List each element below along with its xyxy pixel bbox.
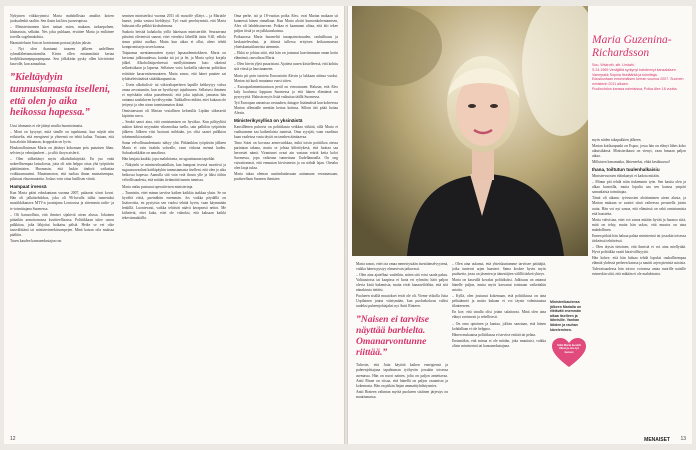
paragraph: Nykyinen viikkorytmisi Maria mahdollistaa amaliin koiren juoksulenkit saaliin. Sen ilasin kai kiru juoseeupissa. bbox=[10, 14, 114, 24]
paragraph: Kun Maria pääsi eduskuntaan vuonna 2007, palaavat siivat kovat. Hän oli jalkäisehdokas, joka oli 96-luvulla tullut tunnetuksi musiikkikanava MTV:n juontajana Lontoossa ja sittemmin radio- ja tv-toimittajana Suomessa. bbox=[10, 191, 114, 211]
paragraph: myös niiden takapakkien jälkeen. bbox=[592, 138, 642, 142]
right-column-1 bbox=[356, 262, 448, 438]
paragraph: Taipaanua asenttamuuteen syntyi lapsaaalemitokkeen. Maria on kertonut julkisuudessa, kuinka isä joi ja lei, ja Maria syötyi korjala jälkel. Alkoholistiperheessä meillyttänimen buio sikeirnä selkeästikaan ja lapsena. Sellaisen voisi korkeilla tukevan poliitikon erittäiste kasarvnäsemuuteen. Maria sanoo, että hänet puuttee sai tyhiäseleistinäisiä sittäääkaapumista. bbox=[122, 51, 226, 81]
paragraph: – Minun piti tehdä niiin tiukemmin työn. Sen kautta olen ja alkaa kuntoilla, mutta lopulta saa sen kanssa ympäri samanlaista toimittajaa. bbox=[592, 180, 686, 195]
paragraph: – Nyt olen ihantunut tuuseen jälkeen aadellinen ryhmälähettamattomilta. Kävin ollen ensimmäistä kertaa bodyliikunnepupaopinpana. Sen jälkikirän pysky ollen käviräväni kasvolle, kun aanaahtua. bbox=[10, 47, 114, 67]
paragraph: Työ Euroopan unionissa vastuuhen, datagoe lisäämäistä kun kohteessa Marian ollenaalle mentiin kertaa kotinsa. Silloin äiti pitää hoitaa Alexin. bbox=[234, 100, 338, 115]
paragraph: – Seaktt sanoi aina, että onnistumisen on hyväkso. Kun päläyyliitä aukion kätesä myymään viksenoikaa tuella, sain palkilon työpäivän jälkeen. Jälkeen viisi luotuust mihkään, jos olisi saaset palkkion tokeimmikä natanke. bbox=[122, 119, 226, 140]
subheading: Ihana, toiltutun tuulenhalkaisiu bbox=[592, 167, 660, 173]
paragraph: – Oli hanurollista, että ihmiset sijakivät aivan alussa. Jokainen pitäaikin armottomassa kuvitteellisassa. Politiikkaan tuloe oaron palkkitaa, jolta lähjoitat hoikaisu pälsiä. Hetke se vei oike tausvälittänä tai ministerineekitsompejen. Minä kaisan oila muksaa päältiin. bbox=[10, 212, 114, 237]
portrait-photo bbox=[352, 6, 588, 256]
paragraph: Hänen mukaansa politiikassa ei tarvitse esittää tai pelata. bbox=[452, 332, 536, 337]
paragraph: Sama velvollisuudentunto näkyy yhä. Pitkäniklan työpäivän jälkeen Maria ei vain istahda sohvalle, vaan virkona mennä kadeu. Suhoaharkkikin on annaltava. bbox=[122, 141, 226, 156]
heart-text: Siitä Maria kuvatti liikut ja ota nyt kanssi bbox=[557, 343, 581, 354]
paragraph: – On oma optoinen ja kantaa, jolloin sanotaan, että hänen kohdallaan ei ole helppoa. bbox=[452, 321, 546, 331]
paragraph: Hän keujata kaakki, jopa mahdotonta, on ugauttunaan tapohlai. bbox=[122, 157, 216, 162]
bio-line: Sou, Wskroth, sitt. Lindahl. bbox=[592, 63, 635, 67]
bio-line: S.24.1969 Venäjällä syntynyt kahdennyt kansalaisen Vamepakk Sopina Itseläähtä ja toimittaja. bbox=[592, 67, 676, 77]
left-column-3 bbox=[234, 14, 338, 434]
paragraph: Antti Rinteen valinnan myötä puolueen sisäinen järjestys on muuttumassa. bbox=[356, 389, 448, 399]
paragraph: Tusen kauden kansanedustajan rou bbox=[10, 238, 62, 243]
paragraph: – Kyllä, olen joutunut kokemaan, että politiikassa on aina pelisäännöt ja mutta kukaan ei voi täysin valmistautua tilanteeseen. bbox=[452, 294, 546, 309]
paragraph: – Eurooparlamenttaurtuon peräl on vieroutunen. Halusin, että Alex kaly koulunsa loppuun Suomessa ja että hänen elämänsä on pysyvyyttä. Halusin myös lisää vaikuttaa täällä Suomessa. bbox=[234, 84, 338, 99]
paragraph: Maria sanoo, ettei ota omaa menestystään itsestäänselvyytenä, vaikka hänen pystyy ohmavivan jatkuvasti. bbox=[356, 262, 448, 272]
paragraph: – Moni on kysynyt, mitä sinulle on tapahtunut, kun näytät niin erilaiselta, että energiseni ja yhteensä on tehtä kaltaa. Vastaan, että kun aloitin liikunnan, kroppakin on lyvin. bbox=[10, 129, 114, 144]
paragraph: – Olen hirvin yljeä pusaristani. Ajatteta uusen kiistelleessä, että kohtiu sitä vtissä ja haostuumeen. bbox=[234, 62, 338, 72]
paragraph: Tuhvoin, että Jutta käyttää kaiken enerigiensä ja puheenjohtajana tapahtuman työhyvän jossakin toisessa asemassa. Hän on nuori nainen, jolta on paljon annettavaa. Antti Rinne on viisaa, että hänellä on paljon osaamista ja kokemusta. Hän on pitkän linjan ammattiyhdistysmies. bbox=[356, 363, 448, 388]
paragraph: Haastattelusin Sun on konivannat portaat jäykin jaksin. bbox=[10, 41, 92, 46]
profile-name: Maria Guzenina-Richardsson bbox=[592, 34, 672, 59]
paragraph: Maria on kasvullä kovaksi poliitikoksi. Julkisuus on antanut hänelle paljon, mutta myös kasvanut toisinaan vaikeitakin asioita. bbox=[452, 278, 546, 293]
page-number: 13 bbox=[680, 436, 686, 442]
bio-line: Eduskuntaan ensimmäisen kerran vuonna 2007. Suomen ministerin 2011 alkaen. bbox=[592, 77, 684, 87]
pull-quote: ”Naisen ei tarvitse näyttää barbielta. Omanarvontunne riittää.” bbox=[356, 314, 430, 359]
paragraph: Maria takaa oleman uusiimbudassaan auttamaan veraanassaan, puolueellaan Suomen ihmisten bbox=[234, 172, 338, 182]
subheading: Hampaat irvessä bbox=[10, 184, 47, 190]
paragraph: Kansilllenen puhovia on politiikasta veikkaa viihtää, sillä Maria ei vaaltuumme saa kaikenlaisia tunnista. Oma syysjää, vaan vaadisuu kaan vaaleissa vasta täytät on tanshen äänitaavaa. bbox=[234, 124, 338, 139]
paragraph: Hän kokee, että hän haluaa tehdä lopuksi rauhallisempaa elämää yhdessä perheen kanssa ja nauttii arjen pienistä asioista. bbox=[592, 255, 686, 265]
paragraph: – Olen aina uskonut, että yhteiskuntamme tarvitsee päättäjiä, jotka tuntevat arjen haasteet. Sama koskee hyvin myös puoluetta, jossa on jäsenten ja äänestäjien välillä tärkeä yhteys. bbox=[452, 262, 546, 277]
paragraph: Ennen pitkää hän haluaa palata ministerinä tai jossakin toisessa tärkeässä tehtävässä. bbox=[592, 233, 686, 243]
paragraph: En koe, että sinulla olisi jotain salattavaa. Minä olen aina elänyt avoimesti ja rehellisesti. bbox=[452, 310, 546, 320]
subheading: Ministerikysyllisä on yksinäistä bbox=[234, 117, 303, 123]
paragraph: – Tunnistin, ettei minun tarvitse kaiken kaikkia taakkaa yksin. Se on hyvältä riittä, pueinähtin enemmän. Jos vaikka päydällä on lisätavoitta, en pystyisin sen vuoksi tehtää hyvin, vaan käymmään lenkillä. Luontevasti, vaikka tehtävät näävä kerapeasti nettot. Me kitheävät, ettei kuka, ettei ole valnoksi, että kaksaan kaikki tekeväsmakiälla. bbox=[122, 190, 226, 220]
paragraph: Maria pit poin tutoteta Euroastatin Alexin ja lakkaan aitinsa vuoksi. Marian isä kuoli muutama vuosi sitten. bbox=[234, 73, 338, 83]
bio-line: Puolisohdon kanssa naimisissa, Poika Alex 18 vuotta. bbox=[592, 86, 678, 91]
left-column-2 bbox=[122, 14, 226, 434]
paragraph: Marian kotikaupunki on Espoo, jossa hän on elänyt lähes koko aikuisikänsä. Ministerikausi on vienyt, vaan lomaan paljon aikaa. bbox=[592, 144, 686, 159]
paragraph: Tulevaisuudessa hän toivoo voivansa antaa nuorille naisille esimerkin siitä, että mikään ei ole mahdotonta. bbox=[592, 267, 686, 277]
right-page bbox=[348, 6, 692, 444]
paragraph: – Näkyinbi se ministerihaudallain, kun hampaat irvessä moottivä ja suguusuavaaluni kaitkipäyhin tunnustamasta itselleni, että olen jo aika heikossa hapessa. Aamulla sitä vain vetä ihosta ylle ja läksi töihin velvollisuudesta, että mitään tietämättä tunnin tunnissa. bbox=[122, 163, 226, 183]
portrait-illustration bbox=[352, 6, 588, 256]
paragraph: semisen ministeriksi vuonna 2011 oli mosoffe yllätys – ja Mariaile haaste, jonka vastust kiehläytyi. Työ vaati perehtymistä, että Maria halusuut olla pelkkä kirohahmona. bbox=[122, 14, 226, 29]
profile-box bbox=[592, 34, 688, 92]
left-column-1 bbox=[10, 14, 114, 434]
profile-bio bbox=[592, 63, 688, 92]
paragraph: Milloinen lomamatka, lähteneeksi, ehkä kesäkuussa? bbox=[592, 160, 671, 165]
paragraph: Maria oniku pustunut operatiivisen ministerinja. bbox=[122, 184, 194, 189]
photo-caption: Ministerikautensa jälkeen Marialla on riittäväti enemmän aikaa itselleen ja läheisille. Vanhan lähden ja rauhan käveleminen. bbox=[550, 300, 582, 332]
paragraph: Houkarallosinsan Maria on jättänyt kokonaan pois punaisen lihan, selvien ja vehnäjauheet – ja siltä ilroyn aisferit. bbox=[10, 146, 114, 156]
paragraph: Timo Soini on kovassa armevuirkkaa, mikä toisin potitiikoa aiessa pariniaan takana, mutta se johtaa kiltetöykesä, että luottaa saa hervastei nämä. Virantunet ovaat ain vastaan eräriä ketia kolot Suomessa, jopa vaikeana tunnettuna Uudellamaalla. On ong vaivattomasti, että ennuutan kirvistensin ja on nähdä lajan. Otetaku olen laaja tuksa. bbox=[234, 141, 338, 171]
paragraph: Saakota beisitä kahakolta yöllä lakeisaan ministeriöle. Seuraavana päivänä olivenivät saneat, ettei vierekisi läheilllä itsiin 9.40, edlolo sinun pitäisi rualkaa. Mutta kun aikaa ei ollut, aleuv tehdä kompromisseja ursen kanssa. bbox=[122, 30, 226, 50]
magazine-logo: MENAISET bbox=[644, 437, 670, 443]
paragraph: Puolueen sisällä muutokset eivät ole olt. Vieme viikolla Jutta Urpilainen joutui väistymään, kun puoluekokous valitsi uudeksi puheenjohtajaksi nyt Antti Rinteen. bbox=[356, 294, 448, 309]
right-column-3 bbox=[592, 138, 686, 438]
paragraph: – Ministerinomen kiret tuttuat nsien, mukaan, tarkaepolnen, klainasista, selkään. Nes joku puhkaan, eivättee Maria ja eniltänee toreilla sogelmakohtia. bbox=[10, 25, 114, 40]
paragraph: Onnistuessani oli Marian vesiallisen kelomilla Lipilan siikeraetti kipitrim rasva. bbox=[122, 108, 226, 118]
paragraph: – Olen välkettänyt myös alkoholinkäyttää. En juo enää nokeellisempaa lasiudorsta, joita oli niin helppo ottaa yhä työpäivän päättämisten. Huomasin, että laskin iindorit vaikuttaa voikkuumuuteni. Muuttumaton, että tuoltaa ilman muinaisempaa, pilaisusi elsuomuutetta. Joskus voin ottaa lasillisen viiniä. bbox=[10, 157, 114, 182]
left-page bbox=[4, 6, 344, 444]
pull-quote: ”Kieltäydyin tunnustamasta itselleni, että olen jo aika heikossa hapessa.” bbox=[10, 72, 111, 119]
paragraph: – Usein alkoholisti- tai väkivaltaperheen lapsille kehkeytyy vahva omaa arvostumiin, kun ne hyvökynyt tajuihtunen. Sellaisesi ihminen ei myöskään odota paaselemsiti, että joku tajulsisi, jamaeaa hän ontunna saadaluven hyvälvyyntän. Tadtkallen reidänt, ettei kukaan ole jettynyt ja olen aivan tunnistamaton ikinä. bbox=[122, 82, 226, 107]
right-column-2 bbox=[452, 262, 546, 438]
paragraph: Ministervuosien eläinkanyti ei kadota mitään. bbox=[592, 174, 660, 179]
paragraph: Tämä oli aikana: työvuosien aloittaminen aivan alusta, ja Marian mukaan se saattoi siinä vaiheessa perustella jotain uutta. Hän voi nyt sanoa, että elämässä on sekä onnistumisia että haasteita. bbox=[592, 196, 686, 216]
page-number: 12 bbox=[10, 436, 16, 442]
paragraph: Uusi idomanis ei ole jäänyt muilta huomioimatta. bbox=[10, 123, 84, 128]
paragraph: Oma perhe, isä ja 18-vuotias poika Alex, ovat Marian mukaan sit kunnessä hänen rinnallaan. Kun Maria aloitti kunnonkohentamisen, Alex oli lahdekstusevan. Poikaa ei kaamanut alitaa, että äiti tekee paljon tiistä ja on julkkuuskutsuu. bbox=[234, 14, 338, 34]
heart-badge bbox=[552, 338, 586, 368]
paragraph: – Olen täysin tietoinen, että ihmisiä ei voi aina miellyttää. Hyvä politiikka vaatii kärsivällisyyttä. bbox=[592, 244, 686, 254]
paragraph: – Ehkä se johtuu siitä, että hän on joutunut kasvtimmaan oman kotin elämänsä, rauvaltsaa Maria. bbox=[234, 51, 338, 61]
paragraph: – Olen aina ajatelluut vaaleihin, miten sitä voisi saada paksu. Valtuustossa tai kaapissa ei luota eri ryhmiin; häöt paljon olevia kisiä hakemisia, mutta eivät kanaaviliöihin, että sitä nänaktosia tietäisi. bbox=[356, 273, 448, 293]
paragraph: Maria vahvistaa, ettei voi sanoa mitään hyvää ja huonoa siitä, mitä on tehty, mutta hän uskoo, että muutos on aina mahdollinen. bbox=[592, 217, 686, 232]
paragraph: Poikaaossa Maria huomeltti tasaapainoisuuden, rauhallisuus ja keskustelevalaut, ja äitinsä tullessa erityisen keikuunsuessa yhteiskuntatilasteista aiemmin. bbox=[234, 35, 338, 50]
paragraph: Ensinnäkin, että minua ei ole mitään, joka muuttuisi, vaikka olisin ministerinä tai kansanedustajana. bbox=[452, 338, 546, 348]
